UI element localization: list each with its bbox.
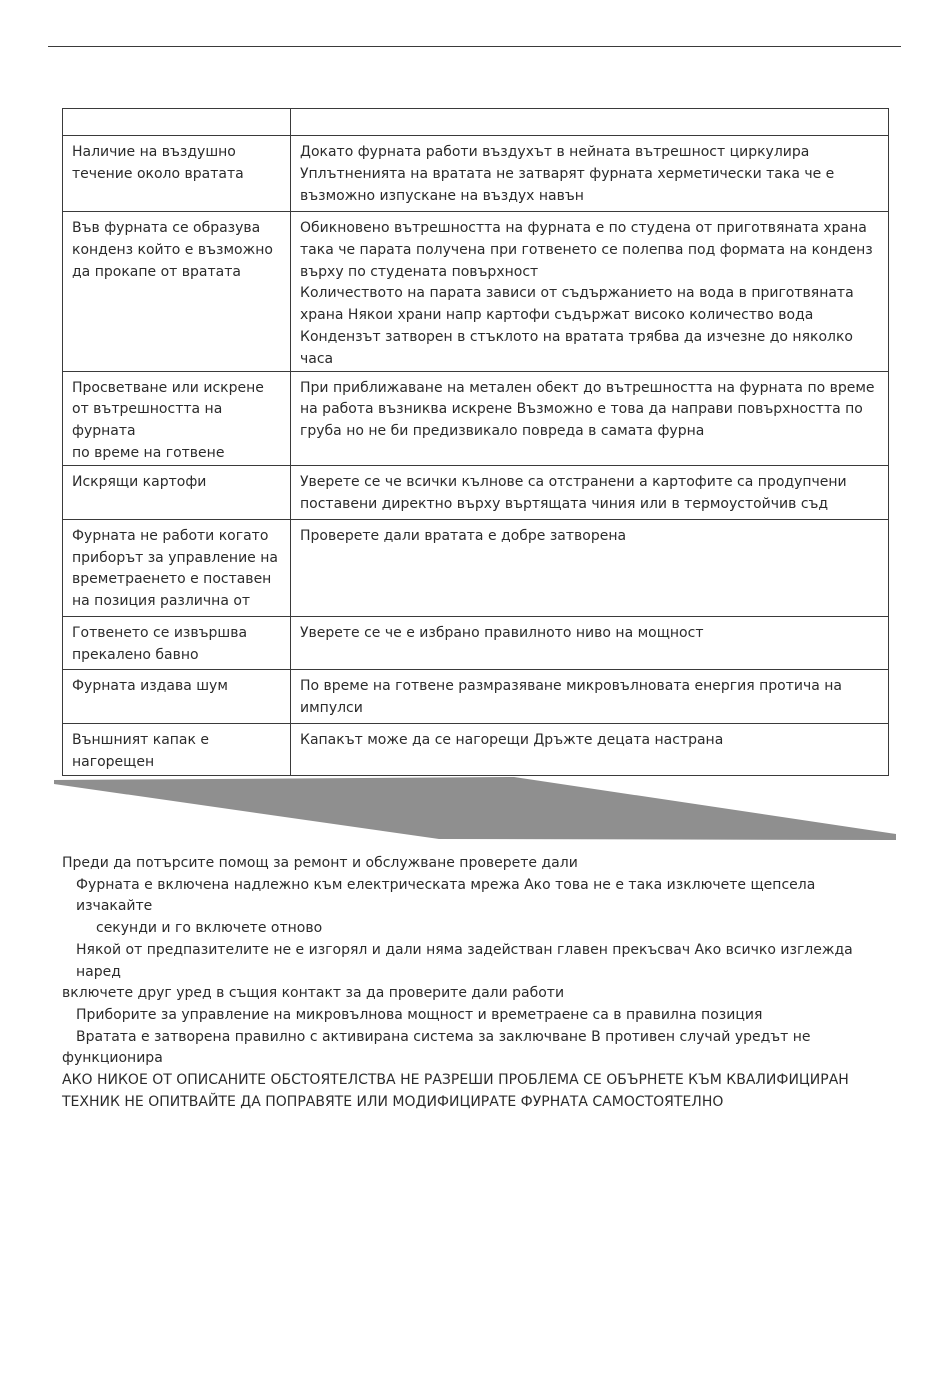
section-banner: [54, 776, 896, 840]
top-rule: [48, 46, 901, 47]
problem-cell: Във фурната се образува конденз който е възможно да прокапе от вратата: [63, 212, 291, 372]
table-header-row: [63, 109, 889, 136]
warning-line: ТЕХНИК НЕ ОПИТВАЙТЕ ДА ПОПРАВЯТЕ ИЛИ МОДИФИЦИРАТЕ ФУРНАТА САМОСТОЯТЕЛНО: [62, 1093, 724, 1110]
check-item: [62, 1027, 892, 1070]
pre-service-checks: [62, 853, 892, 1113]
check-item-line: Някой от предпазителите не е изгорял и дали няма задействан главен прекъсвач Ако всичко изглежда наред: [76, 941, 853, 980]
check-item: [62, 940, 892, 1005]
problem-cell: Просветване или искрене от вътрешността на фурната по време на готвене: [63, 371, 291, 465]
problem-cell: Фурната не работи когато приборът за управление на времетраенето е поставен на позиция различна от: [63, 519, 291, 616]
troubleshooting-table: [62, 108, 889, 776]
header-solution: [291, 109, 889, 136]
check-item: [62, 875, 892, 940]
table-row: [63, 669, 889, 723]
banner-shape: [54, 777, 896, 840]
check-item-line: Фурната е включена надлежно към електрическата мрежа Ако това не е така изключете щепсела изчакайте: [76, 876, 816, 915]
solution-cell: Проверете дали вратата е добре затворена: [291, 519, 889, 616]
warning-text: [62, 1070, 892, 1113]
checks-intro: Преди да потърсите помощ за ремонт и обслужване проверете дали: [62, 855, 578, 871]
table-row: [63, 465, 889, 519]
solution-cell: При приближаване на метален обект до вътрешността на фурната по време на работа възниква искрене Възможно е това да направи повърхността по груба но не би предизвикало повреда в самата фурна: [291, 371, 889, 465]
solution-cell: Уверете се че е избрано правилното ниво на мощност: [291, 616, 889, 669]
check-item: [62, 1005, 892, 1027]
check-item-continuation: включете друг уред в същия контакт за да проверите дали работи: [62, 985, 565, 1002]
table-row: [63, 371, 889, 465]
check-item-line: Вратата е затворена правилно с активирана система за заключване В противен случай уредът не: [76, 1028, 811, 1045]
table-row: [63, 519, 889, 616]
table-row: [63, 136, 889, 212]
solution-cell: По време на готвене размразяване микровълновата енергия протича на импулси: [291, 669, 889, 723]
problem-cell: Външният капак е нагорещен: [63, 723, 291, 775]
problem-cell: Искрящи картофи: [63, 465, 291, 519]
problem-cell: Готвенето се извършва прекалено бавно: [63, 616, 291, 669]
solution-cell: Капакът може да се нагорещи Дръжте децата настрана: [291, 723, 889, 775]
solution-cell: Уверете се че всички кълнове са отстранени а картофите са продупчени поставени директно върху въртящата чиния или в термоустойчив съд: [291, 465, 889, 519]
check-item-continuation: секунди и го включете отново: [96, 920, 323, 937]
warning-line: АКО НИКОЕ ОТ ОПИСАНИТЕ ОБСТОЯТЕЛСТВА НЕ РАЗРЕШИ ПРОБЛЕМА СЕ ОБЪРНЕТЕ КЪМ КВАЛИФИЦИРАН: [62, 1072, 849, 1089]
solution-cell: Обикновено вътрешността на фурната е по студена от приготвяната храна така че парата получена при готвенето се полепва под формата на конденз върху по студената повърхност Количеството на парата зависи от съдържанието на вода в приготвяната храна Някои храни напр картофи съдържат високо количество вода Кондензът затворен в стъклото на вратата трябва да изчезне до няколко часа: [291, 212, 889, 372]
solution-cell: Докато фурната работи въздухът в нейната вътрешност циркулира Уплътненията на вратата не затварят фурната херметически така че е възможно изпускане на въздух навън: [291, 136, 889, 212]
check-item-continuation: функционира: [62, 1050, 163, 1067]
problem-cell: Фурната издава шум: [63, 669, 291, 723]
header-problem: [63, 109, 291, 136]
table-row: [63, 616, 889, 669]
table-row: [63, 212, 889, 372]
problem-cell: Наличие на въздушно течение около вратата: [63, 136, 291, 212]
check-item-line: Приборите за управление на микровълнова мощност и времетраене са в правилна позиция: [76, 1006, 763, 1023]
table-row: [63, 723, 889, 775]
